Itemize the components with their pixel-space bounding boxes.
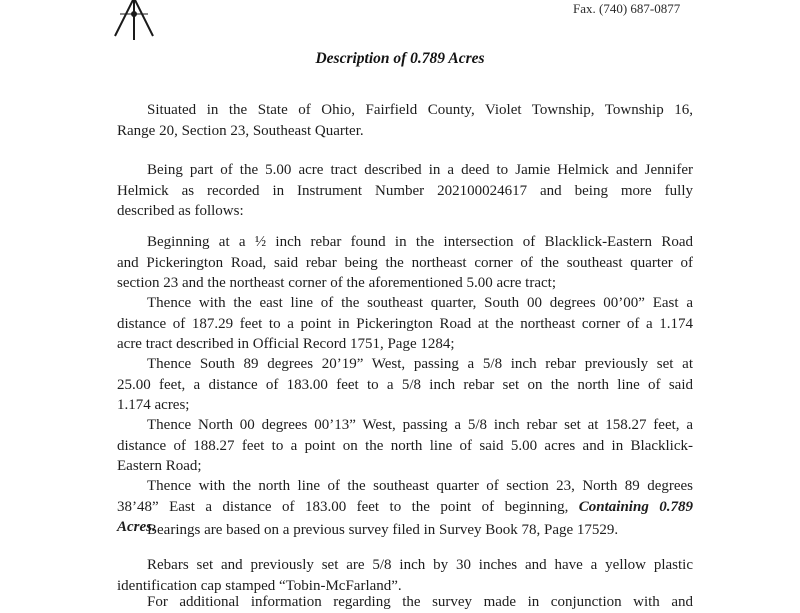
document-title: Description of 0.789 Acres [315,50,485,67]
closing-text: 38’48” East a distance of 183.00 feet to the point of beginning, [117,498,569,515]
text-line: 25.00 feet, a distance of 183.00 feet to a 5/8 inch rebar set on the north line of said [117,376,693,393]
acreage-emphasis-end: Acres. [117,519,156,535]
text-line: Situated in the State of Ohio, Fairfield County, Violet Township, Township 16, [147,102,693,118]
acreage-emphasis: Containing 0.789 [578,498,693,515]
text-line: For additional information regarding the survey made in conjunction with and [147,594,693,610]
text-line: 1.174 acres; [117,397,190,413]
text-line: Thence South 89 degrees 20’19” West, passing a 5/8 inch rebar previously set at [147,356,693,372]
fax-number: Fax. (740) 687-0877 [573,1,681,16]
situated-paragraph [117,100,693,141]
text-line: Thence with the east line of the southeast quarter, South 00 degrees 00’00” East a [147,295,693,311]
text-line [117,497,693,518]
text-line: Beginning at a ½ inch rebar found in the intersection of Blacklick-Eastern Road [147,234,693,250]
text-line: Thence with the north line of the southeast quarter of section 23, North 89 degrees [147,478,693,494]
beginning-paragraph [117,232,693,294]
bearings-paragraph [117,520,693,541]
text-line: section 23 and the northeast corner of the aforementioned 5.00 acre tract; [117,275,556,291]
cutoff-paragraph [117,592,693,613]
surveyor-compass-icon [112,0,156,40]
text-line: and Pickerington Road, said rebar being the northeast corner of the southeast quarter of [117,254,693,271]
course-east-paragraph [117,293,693,355]
course-west-paragraph [117,354,693,416]
text-line: described as follows: [117,203,244,219]
text-line: distance of 188.27 feet to a point on the north line of said 5.00 acres and in Blacklick- [117,437,693,454]
text-line: Helmick as recorded in Instrument Number 202100024617 and being more fully [117,182,693,199]
text-line: Rebars set and previously set are 5/8 inch by 30 inches and have a yellow plastic [147,557,693,573]
text-line: Eastern Road; [117,458,202,474]
text-line: distance of 187.29 feet to a point in Pickerington Road at the northeast corner of a 1.174 [117,315,693,332]
course-north-paragraph [117,415,693,477]
text-line: Bearings are based on a previous survey filed in Survey Book 78, Page 17529. [147,522,619,538]
rebars-paragraph [117,555,693,596]
text-line: Thence North 00 degrees 00’13” West, passing a 5/8 inch rebar set at 158.27 feet, a [147,417,693,433]
text-line: Being part of the 5.00 acre tract described in a deed to Jamie Helmick and Jennifer [147,162,693,178]
being-part-paragraph [117,160,693,222]
text-line: identification cap stamped “Tobin-McFarland”. [117,577,402,594]
text-line: Range 20, Section 23, Southeast Quarter. [117,122,364,139]
text-line: acre tract described in Official Record 1751, Page 1284; [117,336,455,352]
